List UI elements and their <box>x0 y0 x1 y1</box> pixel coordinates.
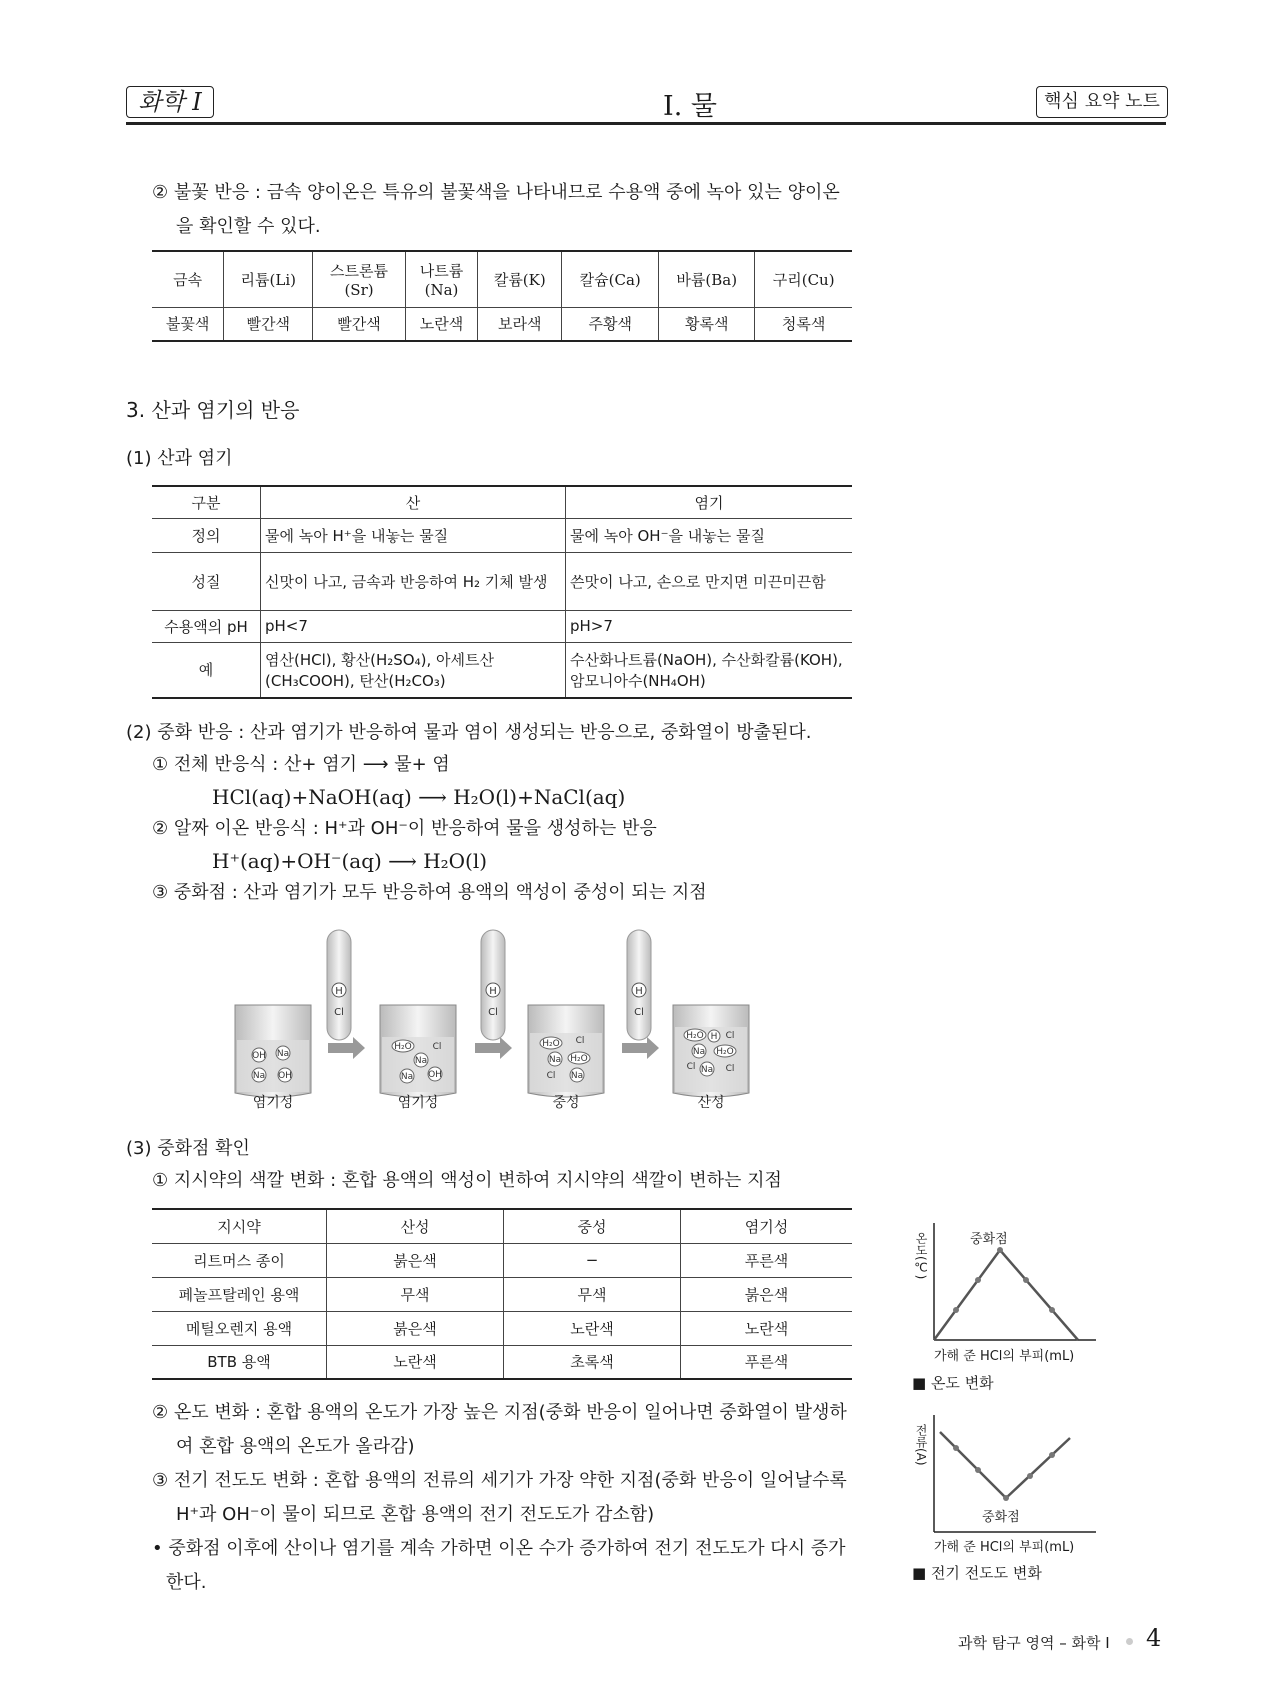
svg-text:H: H <box>335 986 343 997</box>
section-title: 3. 산과 염기의 반응 <box>126 398 300 422</box>
flame-cell: 빨간색 <box>224 307 313 341</box>
footer-dot <box>1126 1638 1133 1645</box>
footer-text: 과학 탐구 영역 – 화학 I <box>958 1634 1110 1652</box>
svg-text:Cl: Cl <box>725 1031 735 1041</box>
flame-cell: 노란색 <box>405 307 477 341</box>
svg-text:H: H <box>635 986 643 997</box>
ind-cell: 메틸오렌지 용액 <box>152 1311 327 1345</box>
flame-cell: 바륨(Ba) <box>659 251 755 307</box>
flame-table <box>152 250 852 342</box>
ind-head: 염기성 <box>681 1209 853 1243</box>
ind-cell: 붉은색 <box>327 1311 504 1345</box>
ab-cell: 수용액의 pH <box>152 610 261 642</box>
temp-line-1: ② 온도 변화 : 혼합 용액의 온도가 가장 높은 지점(중화 반응이 일어나면 중화열이 발생하 <box>152 1402 847 1423</box>
graph1-xlabel: 가해 준 HCl의 부피(mL) <box>934 1349 1075 1364</box>
ind-cell: 초록색 <box>504 1345 681 1379</box>
ind-cell: BTB 용액 <box>152 1345 327 1379</box>
subject-badge: 화학 I <box>126 86 214 118</box>
svg-text:H₂O: H₂O <box>686 1031 704 1041</box>
acid-base-table <box>152 485 852 699</box>
flame-cell: 황록색 <box>659 307 755 341</box>
svg-text:Cl: Cl <box>686 1062 696 1072</box>
graph2-valley-label: 중화점 <box>982 1510 1020 1525</box>
ind-cell: 붉은색 <box>681 1277 853 1311</box>
flame-cell: 스트론튬 (Sr) <box>313 251 405 307</box>
ab-head: 염기 <box>566 486 853 518</box>
ind-head: 산성 <box>327 1209 504 1243</box>
ab-cell: 예 <box>152 642 261 698</box>
flame-cell: 불꽃색 <box>152 307 224 341</box>
svg-text:Na: Na <box>570 1071 584 1081</box>
ind-head: 지시약 <box>152 1209 327 1243</box>
flame-cell: 금속 <box>152 251 224 307</box>
beaker-label: 중성 <box>552 1095 580 1111</box>
page-number: 4 <box>1146 1624 1162 1652</box>
graph2-xlabel: 가해 준 HCl의 부피(mL) <box>934 1540 1075 1555</box>
neutral-line-2: ① 전체 반응식 : 산+ 염기 ⟶ 물+ 염 <box>152 754 450 775</box>
beaker-label: 염기성 <box>397 1095 439 1111</box>
flame-line-1: ② 불꽃 반응 : 금속 양이온은 특유의 불꽃색을 나타내므로 수용액 중에 녹아 있는 양이온 <box>152 182 840 203</box>
beaker-label: 산성 <box>697 1095 725 1111</box>
ab-cell: pH>7 <box>566 610 853 642</box>
svg-text:Na: Na <box>276 1049 290 1059</box>
chapter-title: I. 물 <box>663 91 717 122</box>
ab-cell: 신맛이 나고, 금속과 반응하여 H₂ 기체 발생 <box>261 552 566 610</box>
subsection-title: (1) 산과 염기 <box>126 448 233 469</box>
flame-cell: 칼륨(K) <box>478 251 562 307</box>
svg-text:Cl: Cl <box>546 1071 556 1081</box>
note-badge: 핵심 요약 노트 <box>1036 86 1168 118</box>
svg-text:Cl: Cl <box>432 1042 442 1052</box>
svg-text:H₂O: H₂O <box>716 1047 734 1057</box>
ind-cell: 노란색 <box>327 1345 504 1379</box>
point-line-1: ① 지시약의 색깔 변화 : 혼합 용액의 액성이 변하여 지시약의 색깔이 변하는 지점 <box>152 1170 782 1191</box>
ind-cell: 리트머스 종이 <box>152 1243 327 1277</box>
ab-cell: 성질 <box>152 552 261 610</box>
cond-line-1: ③ 전기 전도도 변화 : 혼합 용액의 전류의 세기가 가장 약한 지점(중화 반응이 일어날수록 <box>152 1470 847 1491</box>
svg-text:Cl: Cl <box>334 1007 344 1018</box>
ab-cell: 염산(HCl), 황산(H₂SO₄), 아세트산(CH₃COOH), 탄산(H₂CO₃) <box>261 642 566 698</box>
svg-text:H₂O: H₂O <box>570 1054 588 1064</box>
equation-1: HCl(aq)+NaOH(aq) ⟶ H₂O(l)+NaCl(aq) <box>212 785 626 809</box>
flame-cell: 보라색 <box>478 307 562 341</box>
svg-text:Na: Na <box>692 1047 706 1057</box>
graph1-peak-label: 중화점 <box>970 1232 1008 1247</box>
svg-text:Cl: Cl <box>634 1007 644 1018</box>
svg-text:Na: Na <box>414 1056 428 1066</box>
flame-cell: 주황색 <box>562 307 659 341</box>
ind-cell: 무색 <box>327 1277 504 1311</box>
svg-text:Na: Na <box>252 1071 266 1081</box>
svg-text:H₂O: H₂O <box>542 1039 560 1049</box>
ab-cell: 물에 녹아 H⁺을 내놓는 물질 <box>261 518 566 552</box>
ind-cell: − <box>504 1243 681 1277</box>
flame-cell: 청록색 <box>755 307 852 341</box>
ab-head: 산 <box>261 486 566 518</box>
neutral-line-1: (2) 중화 반응 : 산과 염기가 반응하여 물과 염이 생성되는 반응으로, 중화열이 방출된다. <box>126 722 812 743</box>
graph2-ylabel: 전류(A) <box>914 1424 928 1466</box>
graph1-caption: ■ 온도 변화 <box>912 1374 994 1392</box>
ab-cell: 쓴맛이 나고, 손으로 만지면 미끈미끈함 <box>566 552 853 610</box>
svg-text:OH: OH <box>252 1051 266 1061</box>
ind-head: 중성 <box>504 1209 681 1243</box>
neutral-line-4: ② 알짜 이온 반응식 : H⁺과 OH⁻이 반응하여 물을 생성하는 반응 <box>152 818 657 839</box>
conductivity-graph <box>910 1410 1110 1550</box>
ab-head: 구분 <box>152 486 261 518</box>
flame-cell: 리튬(Li) <box>224 251 313 307</box>
svg-text:Cl: Cl <box>488 1007 498 1018</box>
neutral-line-6: ③ 중화점 : 산과 염기가 모두 반응하여 용액의 액성이 중성이 되는 지점 <box>152 882 707 903</box>
ind-cell: 푸른색 <box>681 1345 853 1379</box>
svg-text:OH: OH <box>428 1070 442 1080</box>
svg-text:H₂O: H₂O <box>394 1042 412 1052</box>
graph2-caption: ■ 전기 전도도 변화 <box>912 1564 1042 1582</box>
bullet-line-2: 한다. <box>166 1572 207 1593</box>
svg-text:H: H <box>489 986 497 997</box>
svg-text:Cl: Cl <box>725 1064 735 1074</box>
flame-line-2: 을 확인할 수 있다. <box>176 216 321 237</box>
flame-cell: 구리(Cu) <box>755 251 852 307</box>
ind-cell: 붉은색 <box>327 1243 504 1277</box>
cond-line-2: H⁺과 OH⁻이 물이 되므로 혼합 용액의 전기 전도도가 감소함) <box>176 1504 655 1525</box>
ab-cell: 정의 <box>152 518 261 552</box>
flame-cell: 칼슘(Ca) <box>562 251 659 307</box>
bullet-line-1: • 중화점 이후에 산이나 염기를 계속 가하면 이온 수가 증가하여 전기 전도도가 다시 증가 <box>152 1538 846 1559</box>
subsection-title-3: (3) 중화점 확인 <box>126 1138 250 1159</box>
ind-cell: 푸른색 <box>681 1243 853 1277</box>
indicator-table <box>152 1208 852 1380</box>
svg-text:H: H <box>710 1032 718 1042</box>
svg-text:Na: Na <box>700 1065 714 1075</box>
svg-text:Cl: Cl <box>575 1036 585 1046</box>
svg-text:Na: Na <box>400 1072 414 1082</box>
flame-cell: 나트륨 (Na) <box>405 251 477 307</box>
ind-cell: 페놀프탈레인 용액 <box>152 1277 327 1311</box>
ab-cell: pH<7 <box>261 610 566 642</box>
ind-cell: 무색 <box>504 1277 681 1311</box>
graph1-ylabel: 온도(℃) <box>914 1232 928 1280</box>
svg-text:Na: Na <box>548 1055 562 1065</box>
beaker-diagram <box>225 925 755 1110</box>
header-rule <box>126 122 1166 125</box>
ab-cell: 수산화나트륨(NaOH), 수산화칼륨(KOH), 암모니아수(NH₄OH) <box>566 642 853 698</box>
ab-cell: 물에 녹아 OH⁻을 내놓는 물질 <box>566 518 853 552</box>
svg-text:OH: OH <box>278 1071 292 1081</box>
temp-line-2: 여 혼합 용액의 온도가 올라감) <box>176 1436 415 1457</box>
beaker-label: 염기성 <box>252 1095 294 1111</box>
flame-cell: 빨간색 <box>313 307 405 341</box>
equation-2: H⁺(aq)+OH⁻(aq) ⟶ H₂O(l) <box>212 849 488 873</box>
ind-cell: 노란색 <box>504 1311 681 1345</box>
ind-cell: 노란색 <box>681 1311 853 1345</box>
temperature-graph <box>910 1218 1110 1363</box>
